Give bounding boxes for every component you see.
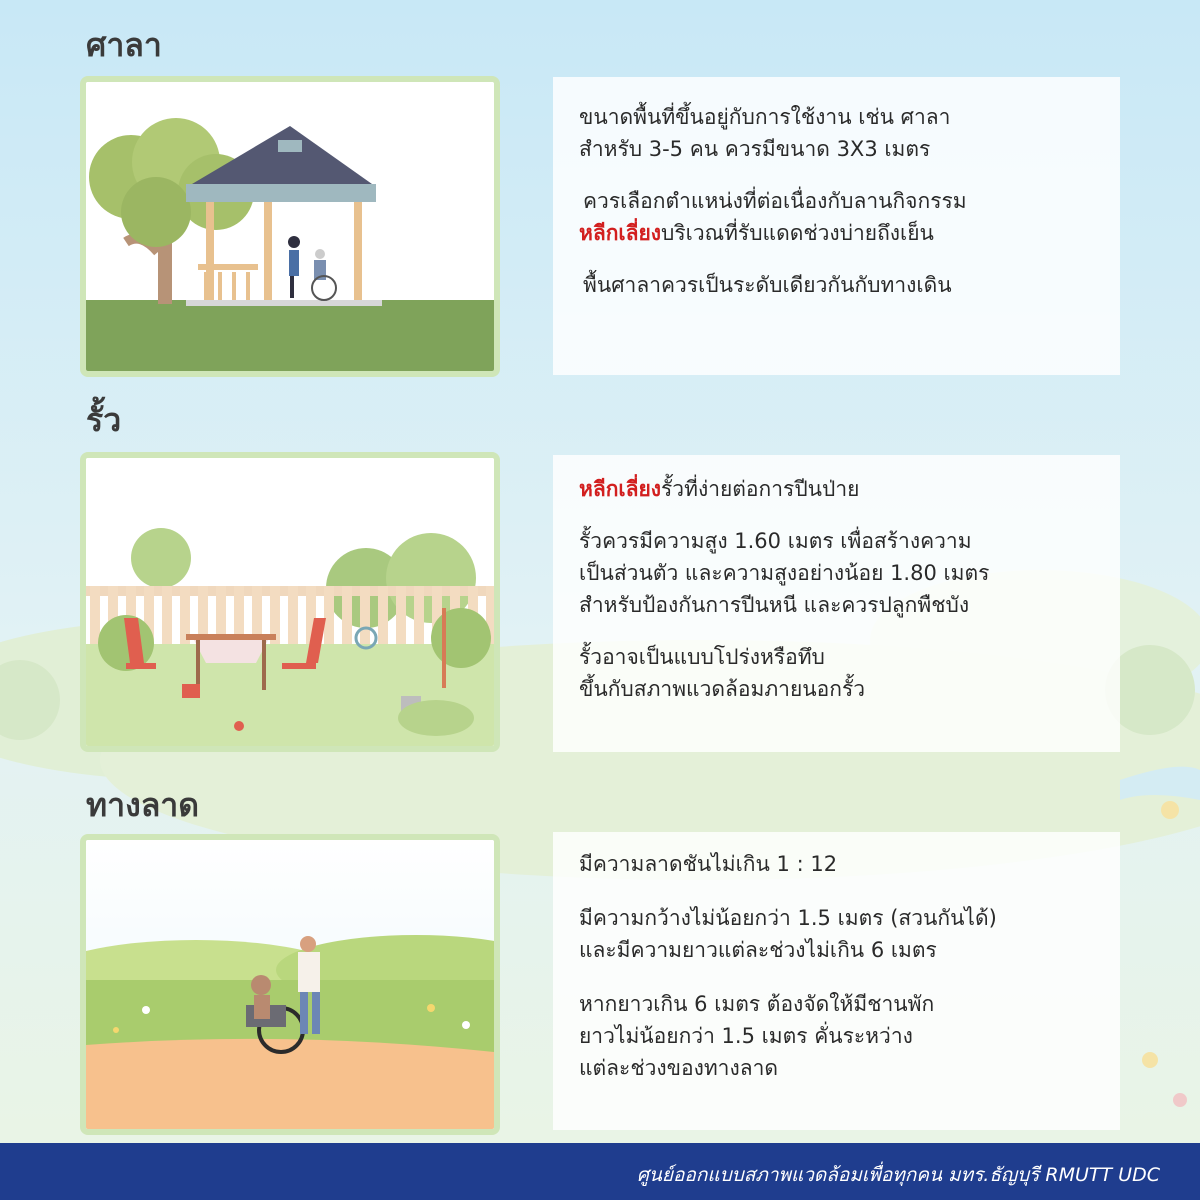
- fence-text-line: รั้วควรมีความสูง 1.60 เมตร เพื่อสร้างความ: [579, 529, 972, 553]
- ramp-illustration: [80, 834, 500, 1135]
- fence-illustration: [80, 452, 500, 752]
- sala-illustration: [80, 76, 500, 377]
- sala-text-fragment: บริเวณที่รับแดดช่วงบ่ายถึงเย็น: [661, 221, 934, 245]
- sala-text-line: [579, 217, 1098, 249]
- fence-info-card: [553, 455, 1120, 752]
- avoid-highlight: หลีกเลี่ยง: [579, 477, 662, 501]
- fence-text-fragment: รั้วที่ง่ายต่อการปีนป่าย: [661, 477, 860, 501]
- fence-text-line: [579, 473, 1098, 505]
- ramp-text-line: หากยาวเกิน 6 เมตร ต้องจัดให้มีชานพัก: [579, 992, 935, 1016]
- fence-text-line: เป็นส่วนตัว และความสูงอย่างน้อย 1.80 เมตร: [579, 561, 990, 585]
- sala-text-line: ควรเลือกตำแหน่งที่ต่อเนื่องกับลานกิจกรรม: [583, 189, 967, 213]
- ramp-text-line: และมีความยาวแต่ละช่วงไม่เกิน 6 เมตร: [579, 938, 937, 962]
- sala-text-line: ขนาดพื้นที่ขึ้นอยู่กับการใช้งาน เช่น ศาลา: [579, 105, 951, 129]
- ramp-text-line: ยาวไม่น้อยกว่า 1.5 เมตร คั่นระหว่าง: [579, 1024, 913, 1048]
- fence-text-line: สำหรับป้องกันการปีนหนี และควรปลูกพืชบัง: [579, 593, 970, 617]
- fence-text-line: รั้วอาจเป็นแบบโปร่งหรือทึบ: [579, 645, 825, 669]
- sala-text-line: พื้นศาลาควรเป็นระดับเดียวกันกับทางเดิน: [583, 273, 952, 297]
- ramp-text-line: มีความลาดชันไม่เกิน 1 : 12: [579, 852, 838, 876]
- footer-bar: [0, 1143, 1200, 1200]
- section-heading-fence: รั้ว: [86, 401, 122, 439]
- ramp-text-line: แต่ละช่วงของทางลาด: [579, 1056, 779, 1080]
- avoid-highlight: หลีกเลี่ยง: [579, 221, 662, 245]
- fence-text-line: ขึ้นกับสภาพแวดล้อมภายนอกรั้ว: [579, 677, 866, 701]
- ramp-info-card: [553, 832, 1120, 1130]
- ramp-text-line: มีความกว้างไม่น้อยกว่า 1.5 เมตร (สวนกันได้): [579, 906, 997, 930]
- section-heading-sala: ศาลา: [86, 26, 162, 64]
- sala-info-card: [553, 77, 1120, 375]
- section-heading-ramp: ทางลาด: [86, 786, 200, 824]
- footer-credit: ศูนย์ออกแบบสภาพแวดล้อมเพื่อทุกคน มทร.ธัญบุรี RMUTT UDC: [636, 1164, 1160, 1186]
- sala-text-line: สำหรับ 3-5 คน ควรมีขนาด 3X3 เมตร: [579, 137, 931, 161]
